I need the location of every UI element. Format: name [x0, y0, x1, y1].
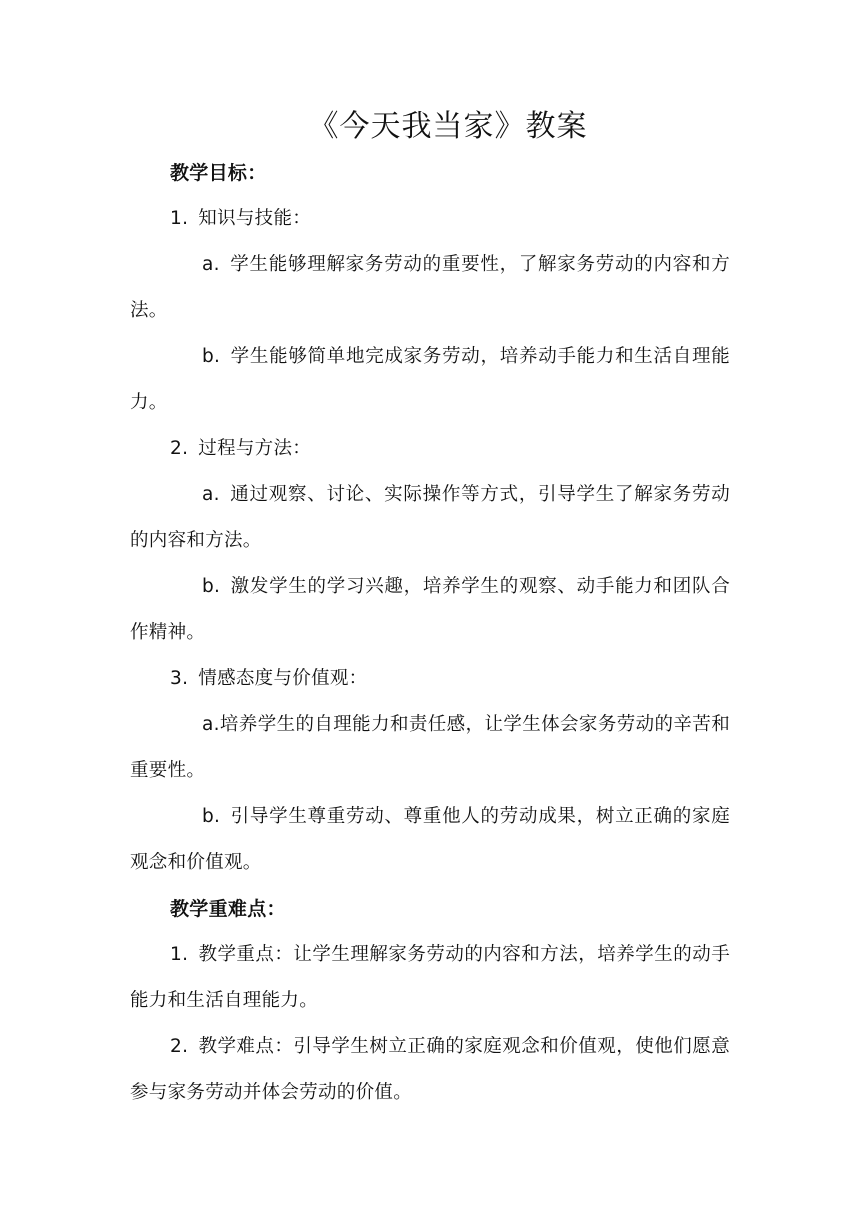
list-number: 1.	[170, 944, 189, 965]
list-item-key-point	[130, 932, 730, 1024]
document-body	[130, 150, 730, 1116]
sub-item-letter: a.	[202, 254, 220, 275]
sub-item	[130, 242, 730, 334]
list-item-text: 教学重点：让学生理解家务劳动的内容和方法，培养学生的动手能力和生活自理能力。	[130, 944, 730, 1011]
sub-item-letter: b.	[202, 576, 221, 597]
sub-item-letter: b.	[202, 346, 221, 367]
list-item-knowledge-skills	[130, 196, 730, 242]
sub-item-letter: a.	[202, 484, 220, 505]
list-item-process-methods	[130, 426, 730, 472]
sub-item-text: a.培养学生的自理能力和责任感，让学生体会家务劳动的辛苦和重要性。	[130, 714, 730, 781]
sub-item	[130, 334, 730, 426]
list-item-text: 教学难点：引导学生树立正确的家庭观念和价值观，使他们愿意参与家务劳动并体会劳动的价值。	[130, 1036, 730, 1103]
list-item-text: 知识与技能：	[198, 208, 312, 229]
list-item-text: 过程与方法：	[198, 438, 312, 459]
list-item-attitudes-values	[130, 656, 730, 702]
section-heading-key-points: 教学重难点：	[170, 898, 286, 920]
sub-item	[130, 794, 730, 886]
list-number: 2.	[170, 438, 189, 459]
list-item-difficult-point	[130, 1024, 730, 1116]
sub-item	[130, 472, 730, 564]
section-heading-objectives: 教学目标：	[170, 162, 267, 184]
sub-item-text: 学生能够理解家务劳动的重要性，了解家务劳动的内容和方法。	[130, 254, 730, 321]
document-title: 《今天我当家》教案	[308, 109, 588, 144]
sub-item-text: 学生能够简单地完成家务劳动，培养动手能力和生活自理能力。	[130, 346, 730, 413]
sub-item	[130, 702, 730, 794]
list-number: 2.	[170, 1036, 189, 1057]
list-number: 1.	[170, 208, 189, 229]
sub-item	[130, 564, 730, 656]
sub-item-text: 激发学生的学习兴趣，培养学生的观察、动手能力和团队合作精神。	[130, 576, 730, 643]
list-number: 3.	[170, 668, 189, 689]
sub-item-text: 通过观察、讨论、实际操作等方式，引导学生了解家务劳动的内容和方法。	[130, 484, 730, 551]
list-item-text: 情感态度与价值观：	[198, 668, 368, 689]
sub-item-letter: b.	[202, 806, 221, 827]
sub-item-text: 引导学生尊重劳动、尊重他人的劳动成果，树立正确的家庭观念和价值观。	[130, 806, 730, 873]
